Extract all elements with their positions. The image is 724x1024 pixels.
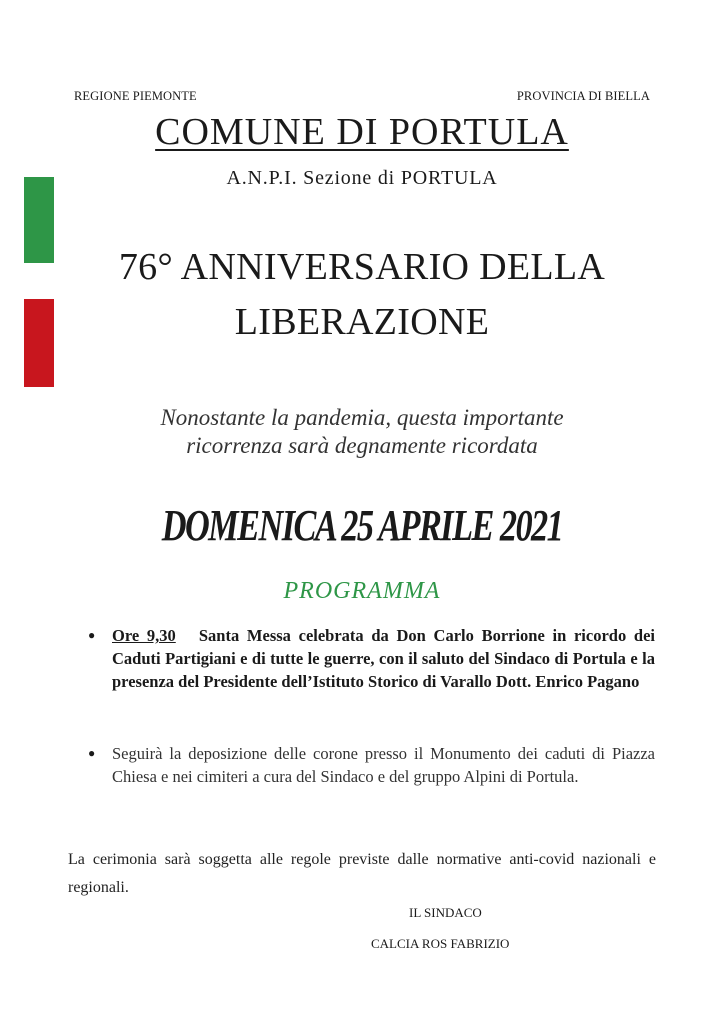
municipality-title: COMUNE DI PORTULA bbox=[155, 111, 569, 153]
program-heading: PROGRAMMA bbox=[283, 578, 441, 604]
bullet-icon: ● bbox=[88, 746, 96, 760]
signature-name: CALCIA ROS FABRIZIO bbox=[371, 936, 510, 951]
program-item-time: Ore 9,30 bbox=[112, 626, 176, 645]
title-line-2: LIBERAZIONE bbox=[234, 301, 490, 343]
title-line-1: 76° ANNIVERSARIO DELLA bbox=[118, 246, 606, 288]
closing-note: La cerimonia sarà soggetta alle regole previste dalle normative anti-covid nazionali e regionali. bbox=[68, 851, 656, 896]
signature-role: IL SINDACO bbox=[409, 905, 482, 920]
subtitle bbox=[40, 404, 684, 460]
program-item-text: Seguirà la deposizione delle corone presso il Monumento dei caduti di Piazza Chiesa e nei cimiteri a cura del Sindaco e del gruppo Alpini di Portula. bbox=[112, 744, 655, 786]
province-label: PROVINCIA DI BIELLA bbox=[516, 89, 650, 103]
anniversary-title bbox=[40, 240, 684, 350]
program-item-wreaths bbox=[112, 742, 655, 788]
region-label: REGIONE PIEMONTE bbox=[74, 89, 197, 103]
program-item-text: Santa Messa celebrata da Don Carlo Borrione in ricordo dei Caduti Partigiani e di tutte le guerre, con il saluto del Sindaco di Portula e la presenza del Presidente dell’Istituto Storico di Varallo Dott. Enrico Pagano bbox=[112, 626, 655, 691]
bullet-icon: ● bbox=[88, 628, 96, 642]
anpi-section-label: A.N.P.I. Sezione di PORTULA bbox=[226, 167, 498, 189]
program-item-mass bbox=[112, 624, 655, 693]
event-date: DOMENICA 25 APRILE 2021 bbox=[161, 501, 563, 550]
subtitle-line-2: ricorrenza sarà degnamente ricordata bbox=[186, 433, 538, 458]
subtitle-line-1: Nonostante la pandemia, questa importante bbox=[160, 405, 564, 430]
